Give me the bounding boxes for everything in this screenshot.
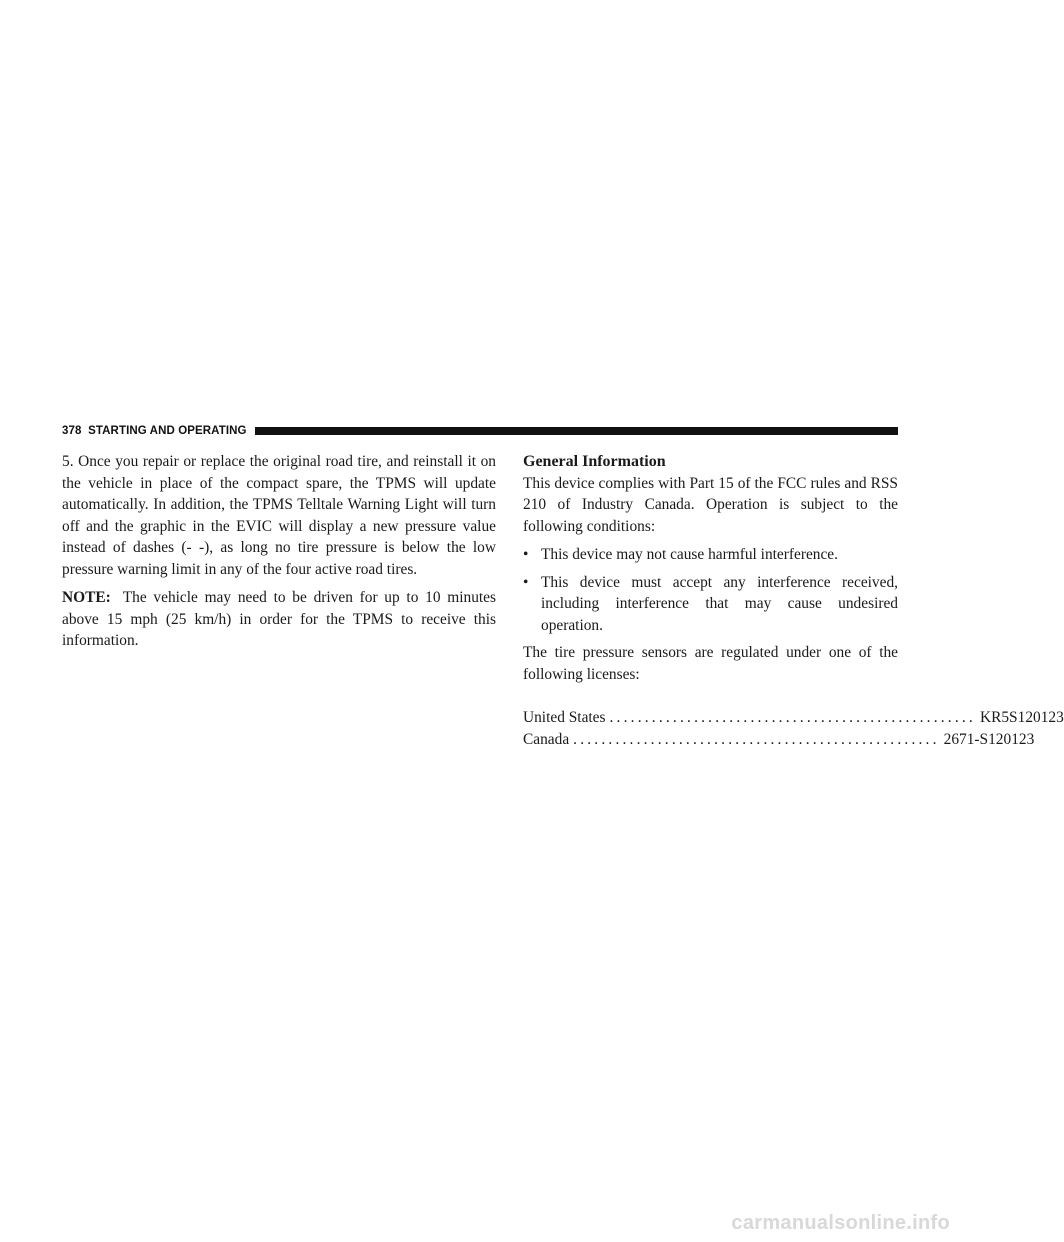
leader-dots: .................................................... [609,709,976,726]
left-column [62,451,496,659]
license-row [523,729,1035,751]
license-row [523,707,1064,729]
page-number: 378 [62,425,82,437]
license-country: United States [523,709,606,726]
watermark: carmanualsonline.info [731,1212,950,1234]
page-header [62,424,898,438]
license-id: KR5S120123 [979,709,1064,726]
note-paragraph [62,587,496,652]
header-rule [255,427,898,435]
note-label: NOTE: [62,589,111,606]
sensors-paragraph: The tire pressure sensors are regulated under one of the following licenses: [523,644,898,683]
list-item [523,544,898,566]
bullet-icon: • [523,546,529,563]
leader-dots: .................................................... [573,730,940,748]
bullet-icon: • [523,573,529,591]
license-country: Canada [523,730,570,748]
license-id: 2671-S120123 [943,730,1035,748]
list-item [523,572,898,637]
step-5-paragraph: 5. Once you repair or replace the original road tire, and reinstall it on the vehicle in place of the compact spare, the TPMS will update automatically. In addition, the TPMS Telltale Warning Light will turn off and the graphic in the EVIC will display a new pressure value instead of dashes (- -), as long no tire pressure is below the low pressure warning limit in any of the four active road tires. [62,453,496,578]
bullet-text: This device must accept any interference received, including interference that may cause undesired operation. [541,573,898,634]
bullet-text: This device may not cause harmful interference. [541,546,838,563]
license-list [523,707,1064,750]
section-title: STARTING AND OPERATING [88,425,247,437]
note-text: The vehicle may need to be driven for up to 10 minutes above 15 mph (25 km/h) in order for the TPMS to receive this information. [62,589,496,649]
right-column [523,451,1064,750]
intro-paragraph: This device complies with Part 15 of the FCC rules and RSS 210 of Industry Canada. Operation is subject to the following conditions: [523,474,898,535]
page-header-text [62,425,247,437]
section-heading: General Information [523,453,666,470]
